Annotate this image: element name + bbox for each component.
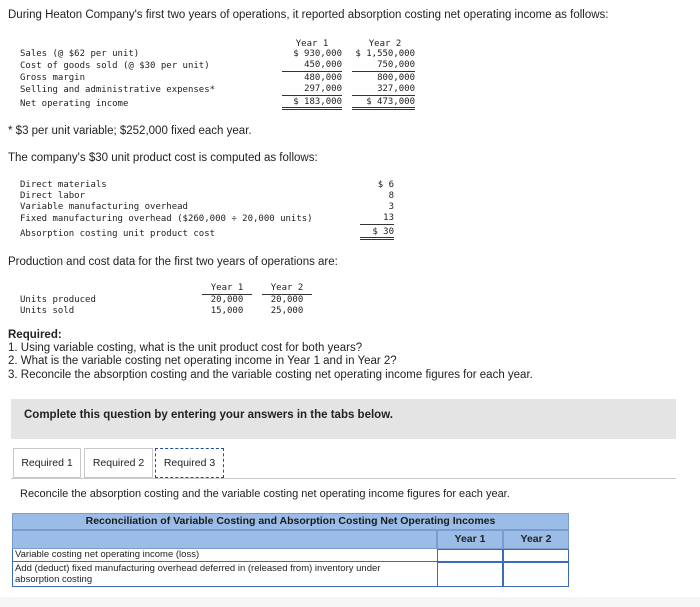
income-row-y1: 480,000 (304, 73, 342, 83)
income-row-y1: $ 930,000 (293, 49, 342, 59)
production-intro: Production and cost data for the first two years of operations are: (8, 256, 338, 268)
tab-panel-divider (11, 478, 676, 479)
recon-row1-year2-input[interactable] (503, 549, 569, 562)
recon-row1-year1-input[interactable] (437, 549, 503, 562)
tab-required-1[interactable]: Required 1 (13, 448, 81, 478)
production-row-label: Units sold (20, 306, 75, 316)
recon-row1-label-cell (12, 549, 437, 562)
income-row-y2: 750,000 (352, 60, 415, 72)
recon-row2-year1-input[interactable] (437, 562, 503, 587)
income-row-label: Cost of goods sold (@ $30 per unit) (20, 61, 210, 71)
income-row-label: Selling and administrative expenses* (20, 85, 216, 95)
tab-prompt: Reconcile the absorption costing and the variable costing net operating income figures for each year. (20, 488, 510, 500)
income-row-label: Gross margin (20, 73, 86, 83)
unit-cost-value: 13 (360, 213, 394, 225)
income-row-label: Sales (@ $62 per unit) (20, 49, 140, 59)
recon-col-year2: Year 2 (503, 530, 569, 549)
tab-required-2[interactable]: Required 2 (84, 448, 153, 478)
required-item: 2. What is the variable costing net operating income in Year 1 and in Year 2? (8, 355, 397, 367)
income-row-y2: $ 473,000 (352, 97, 415, 110)
income-row-y1: $ 183,000 (282, 97, 342, 110)
production-row-y1: 15,000 (210, 306, 244, 316)
recon-header-blank (12, 530, 437, 549)
production-row-y1: 20,000 (210, 295, 244, 305)
instruction-text: Complete this question by entering your answers in the tabs below. (24, 409, 393, 421)
unit-cost-label: Variable manufacturing overhead (20, 202, 188, 212)
unit-cost-value: 3 (388, 202, 394, 212)
recon-row1-label: Variable costing net operating income (loss) (15, 549, 200, 560)
unit-cost-label: Direct materials (20, 180, 107, 190)
unit-cost-intro: The company's $30 unit product cost is computed as follows: (8, 152, 318, 164)
tab-required-3[interactable]: Required 3 (155, 448, 224, 478)
unit-cost-label: Direct labor (20, 191, 86, 201)
production-row-y2: 20,000 (270, 295, 304, 305)
income-row-y1: 297,000 (282, 84, 342, 96)
income-row-y1: 450,000 (282, 60, 342, 72)
production-year2-header: Year 2 (270, 283, 304, 293)
income-row-y2: $ 1,550,000 (355, 49, 415, 59)
recon-row2-label-cell (12, 562, 437, 587)
recon-title: Reconciliation of Variable Costing and Absorption Costing Net Operating Incomes (12, 513, 569, 530)
recon-row2-label-line1: Add (deduct) fixed manufacturing overhead deferred in (released from) inventory under (15, 563, 381, 574)
required-heading: Required: (8, 329, 62, 341)
required-item: 3. Reconcile the absorption costing and the variable costing net operating income figures for each year. (8, 369, 533, 381)
income-year2-header: Year 2 (368, 39, 402, 49)
recon-row2-label-line2: absorption costing (15, 574, 93, 585)
intro-text: During Heaton Company's first two years of operations, it reported absorption costing net operating income as follows: (8, 9, 609, 21)
recon-col-year1: Year 1 (437, 530, 503, 549)
production-row-label: Units produced (20, 295, 96, 305)
unit-cost-label: Absorption costing unit product cost (20, 229, 216, 239)
footnote: * $3 per unit variable; $252,000 fixed each year. (8, 125, 252, 137)
unit-cost-label: Fixed manufacturing overhead ($260,000 ÷ 20,000 units) (20, 214, 313, 224)
instruction-banner (11, 399, 676, 439)
production-year1-header: Year 1 (210, 283, 244, 293)
income-row-y2: 800,000 (377, 73, 415, 83)
unit-cost-value: 8 (388, 191, 394, 201)
income-row-label: Net operating income (20, 99, 129, 109)
recon-row2-year2-input[interactable] (503, 562, 569, 587)
unit-cost-value: $ 6 (377, 180, 394, 190)
production-row-y2: 25,000 (270, 306, 304, 316)
page-bottom-edge (0, 597, 700, 607)
income-row-y2: 327,000 (352, 84, 415, 96)
unit-cost-value: $ 30 (360, 227, 394, 240)
income-year1-header: Year 1 (295, 39, 329, 49)
required-item: 1. Using variable costing, what is the unit product cost for both years? (8, 342, 363, 354)
